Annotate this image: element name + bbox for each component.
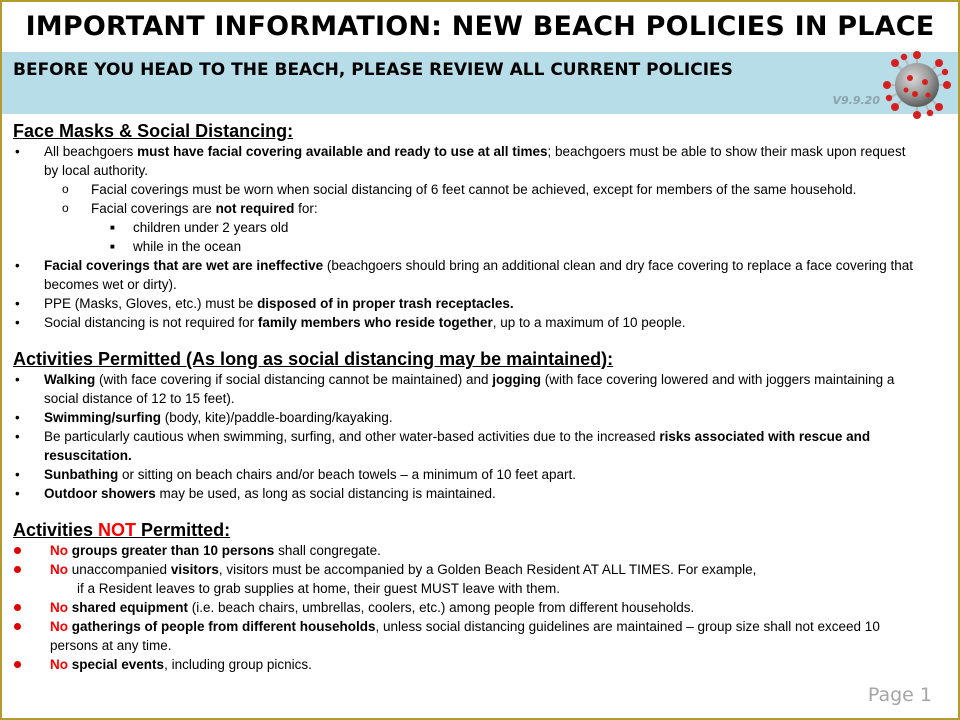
square-bullet-icon: ■ (110, 242, 115, 251)
bullet-marker: • (15, 467, 20, 482)
list-item: No unaccompanied visitors, visitors must be accompanied by a Golden Beach Resident AT ALL TIMES. For example, (13, 560, 913, 579)
red-bullet-icon (14, 604, 21, 611)
bullet-marker: • (15, 315, 20, 330)
bullet-marker: • (15, 486, 20, 501)
bullet-marker: • (15, 372, 20, 387)
list-item: • PPE (Masks, Gloves, etc.) must be disposed of in proper trash receptacles. (15, 296, 514, 311)
list-item: No shared equipment (i.e. beach chairs, umbrellas, coolers, etc.) among people from different households. (13, 598, 913, 617)
red-bullet-icon (14, 547, 21, 554)
page-title: IMPORTANT INFORMATION: NEW BEACH POLICIES IN PLACE (2, 2, 958, 52)
list-item: No gatherings of people from different households, unless social distancing guidelines are maintained – group size shall not exceed 10 persons at any time. (13, 617, 913, 655)
bullet-marker: o (62, 201, 69, 215)
list-item: No special events, including group picnics. (13, 655, 913, 674)
permitted-section-title: Activities Permitted (As long as social distancing may be maintained): (13, 349, 614, 369)
not-permitted-section-title: Activities NOT Permitted: (13, 520, 231, 540)
list-item: • Outdoor showers may be used, as long as social distancing is maintained. (15, 486, 496, 501)
list-item: • Swimming/surfing (body, kite)/paddle-boarding/kayaking. (15, 410, 393, 425)
list-item: • All beachgoers must have facial covering available and ready to use at all times; beachgoers must be able to show their mask upon request by local authority. (15, 144, 906, 178)
bullet-marker: • (15, 258, 20, 273)
coronavirus-icon (882, 50, 952, 120)
list-item: • Facial coverings that are wet are ineffective (beachgoers should bring an additional clean and dry face covering to replace a face covering that becomes wet or dirty). (15, 258, 913, 292)
list-item: • Sunbathing or sitting on beach chairs and/or beach towels – a minimum of 10 feet apart. (15, 467, 576, 482)
list-item: • Be particularly cautious when swimming, surfing, and other water-based activities due to the increased risks associated with rescue and resuscitation. (15, 429, 871, 463)
page-number: Page 1 (867, 684, 932, 706)
list-item: • Social distancing is not required for family members who reside together, up to a maximum of 10 people. (15, 315, 686, 330)
red-bullet-icon (14, 661, 21, 668)
version-label: V9.9.20 (832, 94, 880, 107)
policy-content (13, 120, 933, 674)
list-item: ■ while in the ocean (110, 239, 242, 254)
red-bullet-icon (14, 623, 21, 630)
page-subtitle: BEFORE YOU HEAD TO THE BEACH, PLEASE REVIEW ALL CURRENT POLICIES (13, 60, 733, 80)
list-item: • Walking (with face covering if social distancing cannot be maintained) and jogging (with face covering lowered and with joggers maintaining a social distance of 12 to 15 feet). (15, 372, 895, 406)
bullet-marker: • (15, 296, 20, 311)
red-bullet-icon (14, 566, 21, 573)
list-item: ■ children under 2 years old (110, 220, 289, 235)
bullet-marker: • (15, 429, 20, 444)
list-item-continuation: if a Resident leaves to grab supplies at home, their guest MUST leave with them. (77, 581, 560, 596)
list-item: No groups greater than 10 persons shall congregate. (13, 541, 913, 560)
bullet-marker: o (62, 182, 69, 196)
list-item: o Facial coverings are not required for: (62, 201, 318, 216)
masks-section-title: Face Masks & Social Distancing: (13, 121, 294, 141)
list-item: o Facial coverings must be worn when social distancing of 6 feet cannot be achieved, except for members of the same household. (62, 182, 857, 197)
subtitle-banner (2, 52, 958, 114)
square-bullet-icon: ■ (110, 223, 115, 232)
bullet-marker: • (15, 144, 20, 159)
bullet-marker: • (15, 410, 20, 425)
